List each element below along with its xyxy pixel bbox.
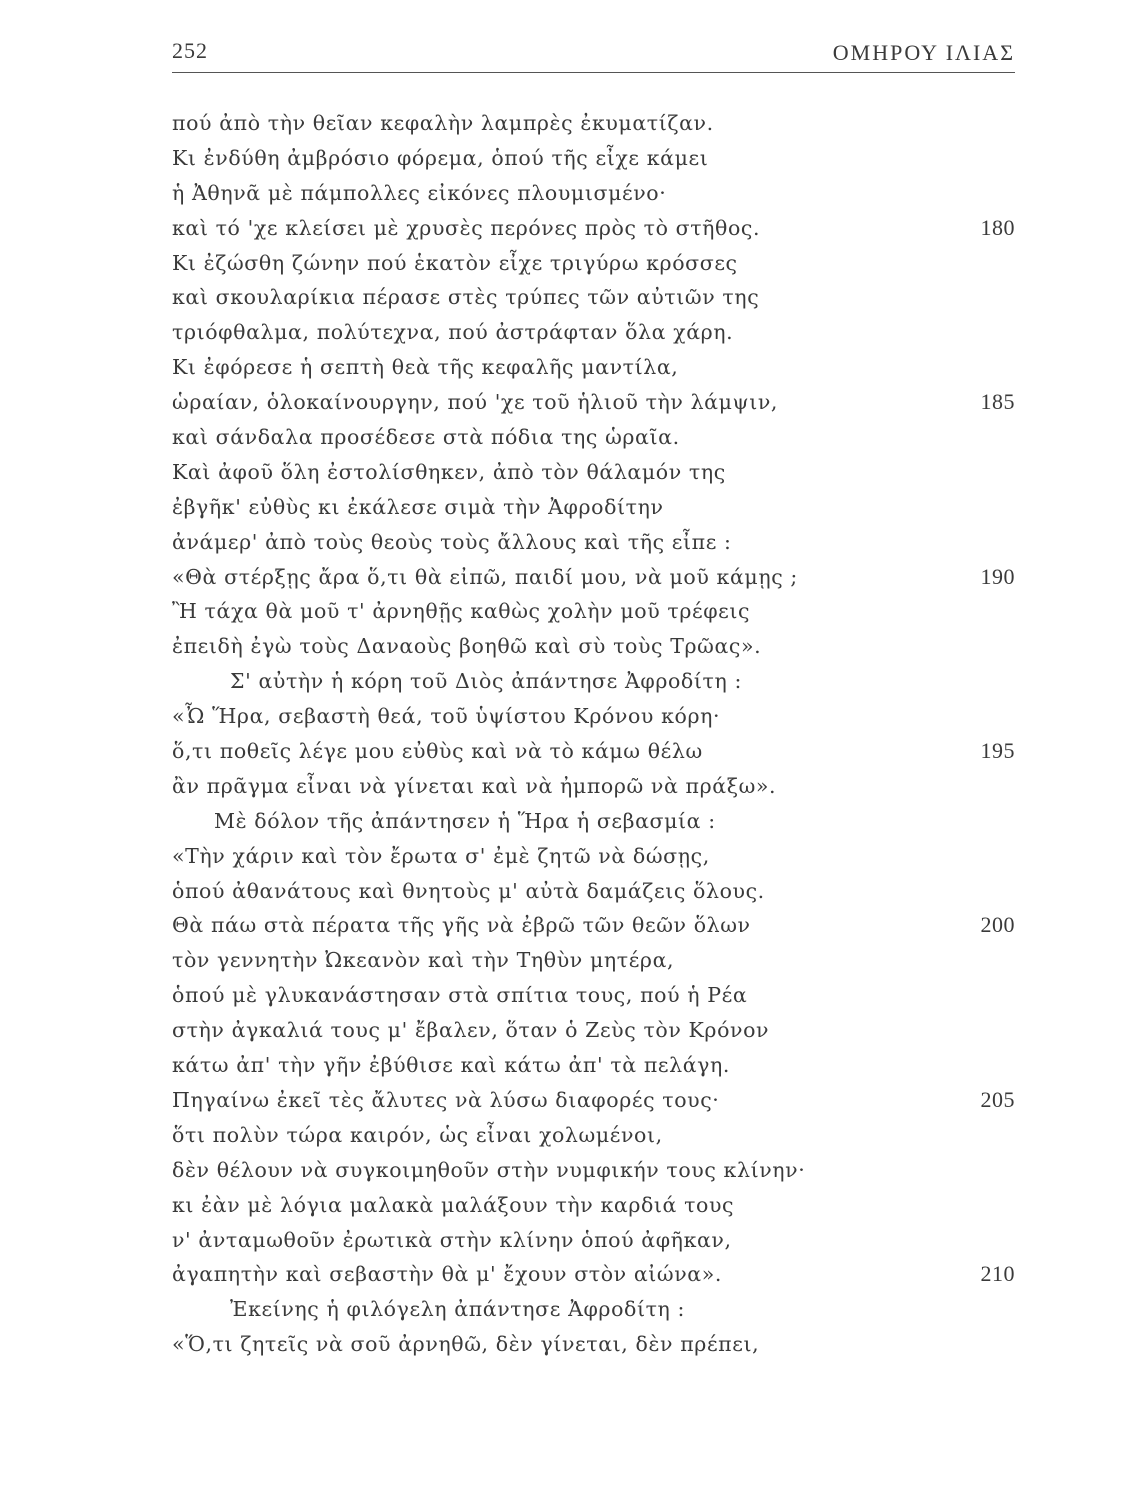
verse-line	[172, 699, 1015, 734]
verse-line	[172, 978, 1015, 1013]
verse-line	[172, 1327, 1015, 1362]
verse-line	[172, 1013, 1015, 1048]
verse-line	[172, 385, 1015, 420]
page-number: 252	[172, 38, 208, 63]
line-number: 185	[980, 389, 1015, 415]
verse-text: Καὶ ἀφοῦ ὅλη ἐστολίσθηκεν, ἀπὸ τὸν θάλαμόν της	[172, 459, 726, 484]
verse-line	[172, 455, 1015, 490]
verse-text: καὶ τό 'χε κλείσει μὲ χρυσὲς περόνες πρὸς τὸ στῆθος.	[172, 215, 761, 240]
verse-line	[172, 734, 1015, 769]
verse-line	[172, 1188, 1015, 1223]
verse-text: τὸν γεννητὴν Ὠκεανὸν καὶ τὴν Τηθὺν μητέρα,	[172, 948, 675, 973]
verse-text: ἡ Ἀθηνᾶ μὲ πάμπολλες εἰκόνες πλουμισμένο·	[172, 180, 667, 205]
verse-text: πού ἀπὸ τὴν θεῖαν κεφαλὴν λαμπρὲς ἐκυματίζαν.	[172, 111, 714, 135]
line-number: 180	[980, 214, 1015, 240]
verse-line	[172, 280, 1015, 315]
verse-text: ν' ἀνταμωθοῦν ἐρωτικὰ στὴν κλίνην ὁπού ἀφῆκαν,	[172, 1227, 732, 1252]
verse-line	[172, 1153, 1015, 1188]
verse-text: Θὰ πάω στὰ πέρατα τῆς γῆς νὰ ἐβρῶ τῶν θεῶν ὅλων	[172, 913, 751, 938]
verse-line	[172, 1257, 1015, 1292]
verse-line	[172, 874, 1015, 909]
verse-line	[172, 211, 1015, 246]
verse-text: ὅτι πολὺν τώρα καιρόν, ὡς εἶναι χολωμένοι,	[172, 1122, 663, 1147]
line-number: 200	[980, 912, 1015, 938]
verse-line	[172, 1223, 1015, 1258]
header-rule	[172, 72, 1015, 73]
verse-line	[172, 594, 1015, 629]
verse-text: Μὲ δόλον τῆς ἀπάντησεν ἡ Ἥρα ἡ σεβασμία :	[214, 808, 716, 833]
verse-text: κι ἐὰν μὲ λόγια μαλακὰ μαλάξουν τὴν καρδιά τους	[172, 1192, 735, 1217]
verse-text: ὅ,τι ποθεῖς λέγε μου εὐθὺς καὶ νὰ τὸ κάμω θέλω	[172, 739, 703, 764]
verse-text: ὁπού ἀθανάτους καὶ θνητοὺς μ' αὐτὰ δαμάζεις ὅλους.	[172, 878, 765, 903]
verse-text: ὡραίαν, ὁλοκαίνουργην, πού 'χε τοῦ ἡλιοῦ τὴν λάμψιν,	[172, 390, 779, 415]
verse-line	[172, 1048, 1015, 1083]
verse-text: καὶ σκουλαρίκια πέρασε στὲς τρύπες τῶν αὐτιῶν της	[172, 285, 760, 310]
verse-text: Κι ἐζώσθη ζώνην πού ἑκατὸν εἶχε τριγύρω κρόσσες	[172, 250, 738, 275]
verse-text: Ἢ τάχα θὰ μοῦ τ' ἀρνηθῇς καθὼς χολὴν μοῦ τρέφεις	[172, 599, 751, 624]
verse-line	[172, 908, 1015, 943]
line-number: 190	[980, 563, 1015, 589]
verse-text: ἂν πρᾶγμα εἶναι νὰ γίνεται καὶ νὰ ἠμπορῶ νὰ πράξω».	[172, 773, 777, 798]
verse-line	[172, 176, 1015, 211]
verse-line	[172, 490, 1015, 525]
verse-block	[172, 106, 1015, 1362]
verse-line	[172, 1292, 1015, 1327]
verse-text: κάτω ἀπ' τὴν γῆν ἐβύθισε καὶ κάτω ἀπ' τὰ πελάγη.	[172, 1053, 731, 1078]
verse-line	[172, 839, 1015, 874]
verse-text: ἐβγῆκ' εὐθὺς κι ἐκάλεσε σιμὰ τὴν Ἀφροδίτην	[172, 494, 664, 519]
verse-text: ἀγαπητὴν καὶ σεβαστὴν θὰ μ' ἔχουν στὸν αἰώνα».	[172, 1262, 723, 1287]
verse-text: ὁπού μὲ γλυκανάστησαν στὰ σπίτια τους, πού ἡ Ρέα	[172, 983, 748, 1008]
verse-line	[172, 943, 1015, 978]
line-number: 205	[980, 1086, 1015, 1112]
verse-text: δὲν θέλουν νὰ συγκοιμηθοῦν στὴν νυμφικήν τους κλίνην·	[172, 1157, 806, 1182]
verse-line	[172, 525, 1015, 560]
verse-text: «Ὦ Ἥρα, σεβαστὴ θεά, τοῦ ὑψίστου Κρόνου κόρη·	[172, 704, 721, 729]
verse-line	[172, 420, 1015, 455]
verse-line	[172, 106, 1015, 141]
verse-line	[172, 560, 1015, 595]
verse-line	[172, 141, 1015, 176]
verse-text: Ἐκείνης ἡ φιλόγελη ἀπάντησε Ἀφροδίτη :	[230, 1297, 686, 1322]
verse-text: «Ὅ,τι ζητεῖς νὰ σοῦ ἀρνηθῶ, δὲν γίνεται, δὲν πρέπει,	[172, 1332, 760, 1357]
verse-text: Πηγαίνω ἐκεῖ τὲς ἄλυτες νὰ λύσω διαφορές τους·	[172, 1087, 720, 1112]
verse-text: «Τὴν χάριν καὶ τὸν ἔρωτα σ' ἐμὲ ζητῶ νὰ δώσῃς,	[172, 843, 710, 868]
line-number: 210	[980, 1261, 1015, 1287]
verse-line	[172, 350, 1015, 385]
verse-text: Σ' αὐτὴν ἡ κόρη τοῦ Διὸς ἀπάντησε Ἀφροδίτη :	[230, 669, 742, 694]
verse-text: τριόφθαλμα, πολύτεχνα, πού ἀστράφταν ὅλα χάρη.	[172, 320, 734, 345]
verse-text: Κι ἐφόρεσε ἡ σεπτὴ θεὰ τῆς κεφαλῆς μαντίλα,	[172, 355, 679, 380]
running-head: ΟΜΗΡΟΥ ΙΛΙΑΣ	[832, 40, 1015, 65]
verse-text: στὴν ἀγκαλιά τους μ' ἔβαλεν, ὅταν ὁ Ζεὺς τὸν Κρόνον	[172, 1018, 770, 1043]
verse-line	[172, 664, 1015, 699]
verse-line	[172, 804, 1015, 839]
verse-line	[172, 246, 1015, 281]
verse-line	[172, 315, 1015, 350]
verse-line	[172, 769, 1015, 804]
verse-text: ἀνάμερ' ἀπὸ τοὺς θεοὺς τοὺς ἄλλους καὶ τῆς εἶπε :	[172, 529, 732, 554]
line-number: 195	[980, 738, 1015, 764]
verse-line	[172, 629, 1015, 664]
verse-text: «Θὰ στέρξῃς ἄρα ὅ,τι θὰ εἰπῶ, παιδί μου, νὰ μοῦ κάμῃς ;	[172, 564, 798, 589]
verse-text: ἐπειδὴ ἐγὼ τοὺς Δαναοὺς βοηθῶ καὶ σὺ τοὺς Τρῶας».	[172, 634, 762, 659]
verse-line	[172, 1118, 1015, 1153]
verse-text: καὶ σάνδαλα προσέδεσε στὰ πόδια της ὡραῖα.	[172, 425, 680, 450]
verse-text: Κι ἐνδύθη ἀμβρόσιο φόρεμα, ὁπού τῆς εἶχε κάμει	[172, 145, 709, 170]
verse-line	[172, 1083, 1015, 1118]
